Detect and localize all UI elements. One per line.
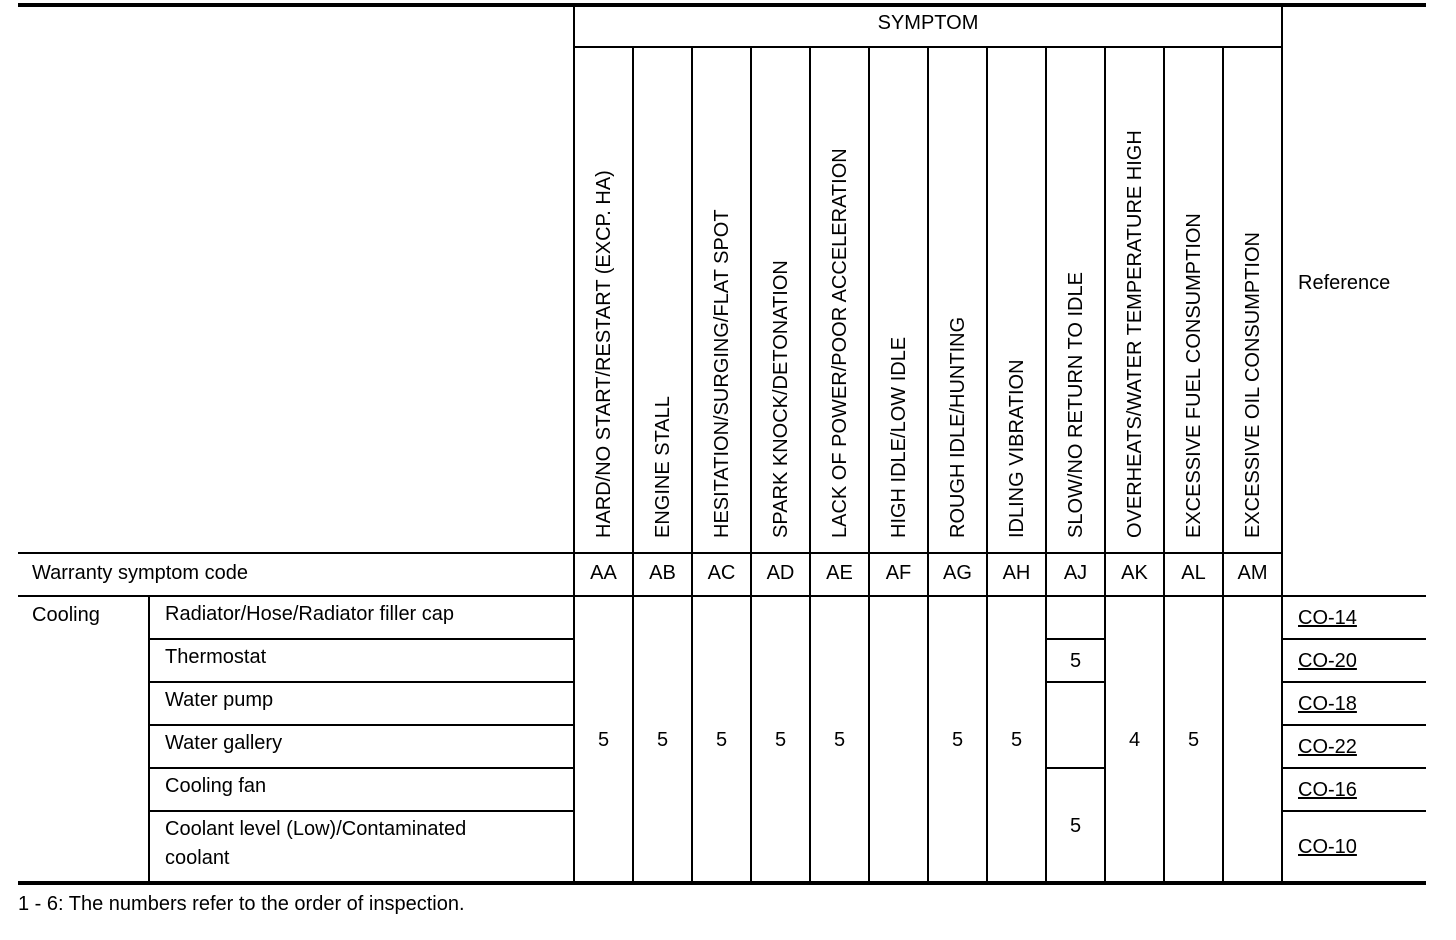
reference-link[interactable]: CO-16 — [1298, 779, 1357, 801]
row-item-label: Coolant level (Low)/Contaminated coolant — [165, 818, 467, 869]
symptom-code-ae: AE — [826, 562, 853, 584]
symptom-label-al: EXCESSIVE FUEL CONSUMPTION — [1182, 213, 1205, 538]
value-ah: 5 — [1010, 729, 1023, 751]
row-rule — [149, 724, 574, 726]
symptom-code-ad: AD — [766, 562, 795, 584]
symptom-code-ab: AB — [649, 562, 676, 584]
header-bottom-rule — [18, 552, 1282, 554]
row-rule — [149, 681, 574, 683]
reference-link[interactable]: CO-14 — [1298, 607, 1357, 629]
symptom-code-af: AF — [885, 562, 912, 584]
symptom-code-ag: AG — [943, 562, 972, 584]
column-rule — [927, 47, 929, 883]
row-item-label: Thermostat — [165, 646, 267, 668]
column-rule — [809, 47, 811, 883]
warranty-symptom-code-label: Warranty symptom code — [32, 562, 248, 584]
symptom-label-aj: SLOW/NO RETURN TO IDLE — [1064, 272, 1087, 538]
row-rule — [1282, 767, 1426, 769]
column-rule — [1281, 5, 1283, 883]
symptom-code-ac: AC — [707, 562, 736, 584]
row-rule — [1282, 638, 1426, 640]
symptom-label-ah: IDLING VIBRATION — [1005, 359, 1028, 538]
group-label-cooling: Cooling — [32, 604, 100, 626]
value-aj-cooling-fan-coolant: 5 — [1069, 815, 1082, 837]
value-ad: 5 — [774, 729, 787, 751]
column-rule — [1222, 47, 1224, 883]
row-rule — [1282, 724, 1426, 726]
symptom-code-am: AM — [1237, 562, 1268, 584]
value-al: 5 — [1187, 729, 1200, 751]
row-rule — [149, 810, 574, 812]
symptom-code-aj: AJ — [1063, 562, 1088, 584]
aj-cell-rule — [1046, 681, 1105, 683]
row-item-label: Radiator/Hose/Radiator filler cap — [165, 603, 455, 625]
symptom-label-ad: SPARK KNOCK/DETONATION — [769, 260, 792, 538]
column-rule — [750, 47, 752, 883]
value-ac: 5 — [715, 729, 728, 751]
symptom-label-af: HIGH IDLE/LOW IDLE — [887, 336, 910, 538]
column-rule — [868, 47, 870, 883]
aj-cell-rule — [1046, 638, 1105, 640]
reference-header: Reference — [1298, 272, 1391, 294]
reference-link[interactable]: CO-18 — [1298, 693, 1357, 715]
symptom-label-ab: ENGINE STALL — [651, 396, 674, 538]
bottom-border — [18, 881, 1426, 885]
symptom-label-am: EXCESSIVE OIL CONSUMPTION — [1241, 232, 1264, 538]
column-rule — [986, 47, 988, 883]
symptom-code-ak: AK — [1121, 562, 1148, 584]
column-rule — [1104, 47, 1106, 883]
value-aa: 5 — [597, 729, 610, 751]
symptom-label-ac: HESITATION/SURGING/FLAT SPOT — [710, 209, 733, 538]
reference-link[interactable]: CO-10 — [1298, 836, 1357, 858]
symptom-code-ah: AH — [1002, 562, 1031, 584]
row-rule — [1282, 810, 1426, 812]
symptom-code-aa: AA — [590, 562, 617, 584]
symptom-label-ae: LACK OF POWER/POOR ACCELERATION — [828, 148, 851, 538]
column-rule — [1163, 47, 1165, 883]
symptom-label-ag: ROUGH IDLE/HUNTING — [946, 316, 969, 538]
symptom-code-al: AL — [1181, 562, 1206, 584]
row-rule — [1282, 681, 1426, 683]
reference-link[interactable]: CO-20 — [1298, 650, 1357, 672]
footnote: 1 - 6: The numbers refer to the order of inspection. — [18, 893, 465, 915]
value-ak: 4 — [1128, 729, 1141, 751]
column-rule — [691, 47, 693, 883]
row-rule — [149, 638, 574, 640]
column-rule — [1045, 47, 1047, 883]
code-row-bottom-rule — [18, 595, 1426, 597]
aj-cell-rule — [1046, 767, 1105, 769]
value-ae: 5 — [833, 729, 846, 751]
symptom-label-aa: HARD/NO START/RESTART (EXCP. HA) — [592, 170, 615, 538]
row-item-label: Water gallery — [165, 732, 283, 754]
row-item-label: Water pump — [165, 689, 274, 711]
row-rule — [149, 767, 574, 769]
value-aj-thermostat: 5 — [1069, 650, 1082, 672]
symptom-label-ak: OVERHEATS/WATER TEMPERATURE HIGH — [1123, 130, 1146, 538]
top-border — [18, 3, 1426, 7]
reference-link[interactable]: CO-22 — [1298, 736, 1357, 758]
column-rule — [632, 47, 634, 883]
column-rule — [573, 5, 575, 883]
row-item-label: Cooling fan — [165, 775, 267, 797]
symptom-header: SYMPTOM — [877, 12, 979, 34]
value-ab: 5 — [656, 729, 669, 751]
value-ag: 5 — [951, 729, 964, 751]
